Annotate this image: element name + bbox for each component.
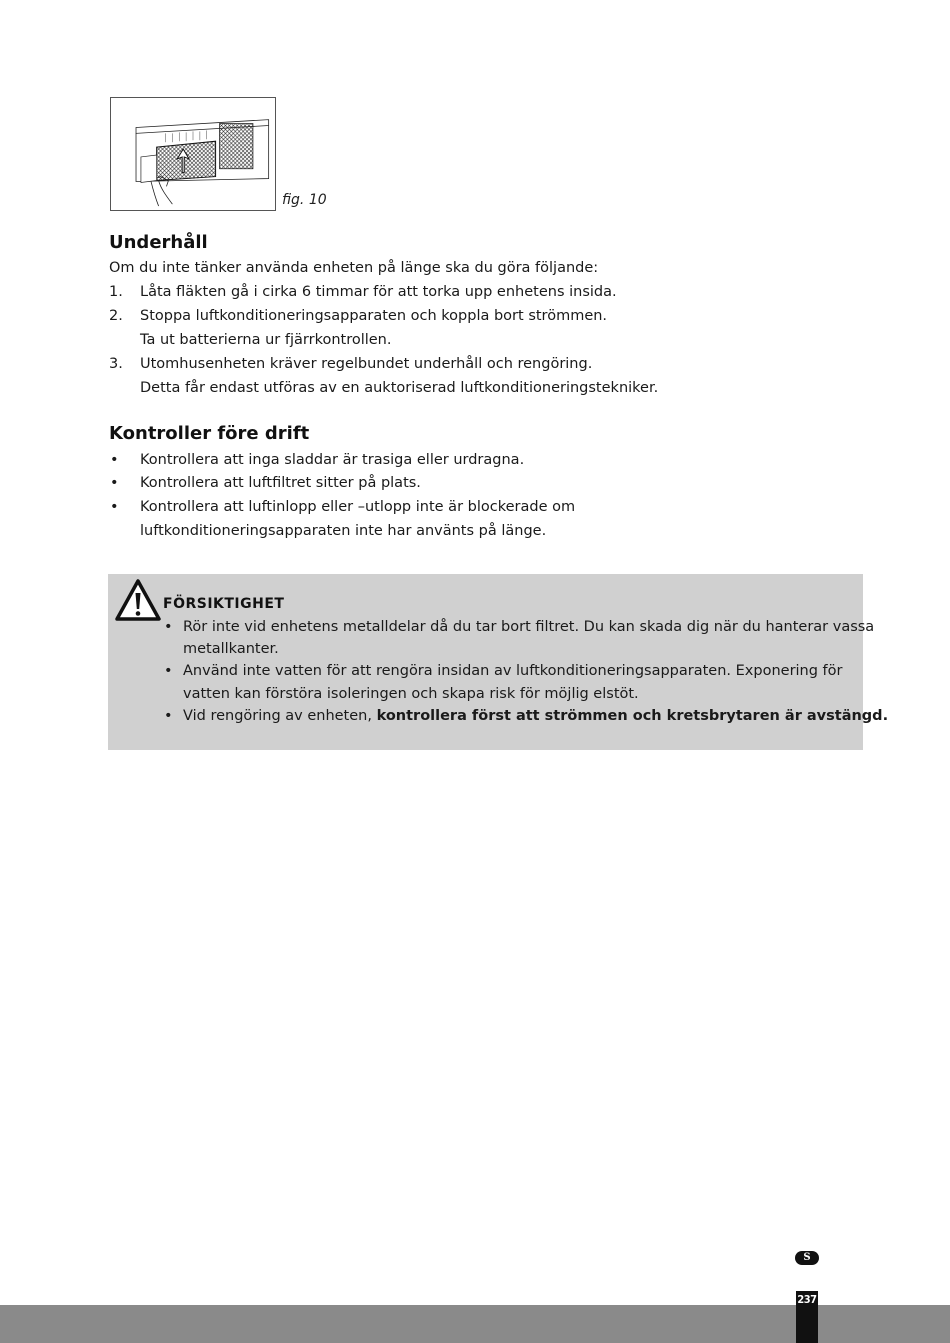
caution-title: FÖRSIKTIGHET: [163, 596, 285, 612]
bullet-icon: •: [164, 619, 173, 635]
warning-triangle-icon: [114, 578, 162, 622]
list-text: luftkonditioneringsapparaten inte har använts på länge.: [140, 523, 547, 539]
list-text: Utomhusenheten kräver regelbundet underhåll och rengöring.: [140, 356, 593, 372]
bullet-icon: •: [164, 708, 173, 724]
bullet-icon: •: [110, 475, 119, 491]
list-text: Stoppa luftkonditioneringsapparaten och koppla bort strömmen.: [140, 308, 608, 324]
caution-text: Använd inte vatten för att rengöra insidan av luftkonditioneringsapparaten. Exponering för: [183, 663, 843, 679]
maintenance-intro: Om du inte tänker använda enheten på länge ska du göra följande:: [109, 260, 599, 276]
list-text: Ta ut batterierna ur fjärrkontrollen.: [140, 332, 392, 348]
list-number: 3.: [109, 356, 123, 372]
bullet-icon: •: [110, 499, 119, 515]
caution-text-plain: Vid rengöring av enheten,: [183, 708, 377, 724]
checks-title: Kontroller före drift: [109, 423, 310, 444]
bullet-icon: •: [110, 452, 119, 468]
list-number: 2.: [109, 308, 123, 324]
bullet-icon: •: [164, 663, 173, 679]
caution-text: metallkanter.: [183, 641, 279, 657]
list-text: Kontrollera att luftinlopp eller –utlopp inte är blockerade om: [140, 499, 576, 515]
list-text: Kontrollera att inga sladdar är trasiga eller urdragna.: [140, 452, 525, 468]
filter-figure: [110, 97, 276, 211]
list-number: 1.: [109, 284, 123, 300]
caution-text: [183, 705, 888, 727]
caution-text: vatten kan förstöra isoleringen och skapa risk för möjlig elstöt.: [183, 686, 639, 702]
list-text: Kontrollera att luftfiltret sitter på plats.: [140, 475, 421, 491]
list-text: Låta fläkten gå i cirka 6 timmar för att torka upp enhetens insida.: [140, 284, 617, 300]
list-text: Detta får endast utföras av en auktoriserad luftkonditioneringstekniker.: [140, 380, 659, 396]
figure-caption: fig. 10: [282, 192, 327, 208]
page-number: 237: [797, 1293, 817, 1306]
filter-removal-illustration: [111, 98, 275, 210]
caution-text: Rör inte vid enhetens metalldelar då du tar bort filtret. Du kan skada dig när du hanterar vassa: [183, 619, 875, 635]
language-badge: S: [795, 1251, 819, 1265]
caution-text-bold: kontrollera först att strömmen och kretsbrytaren är avstängd.: [376, 708, 889, 724]
caution-panel: [108, 574, 889, 750]
maintenance-title: Underhåll: [109, 232, 208, 253]
